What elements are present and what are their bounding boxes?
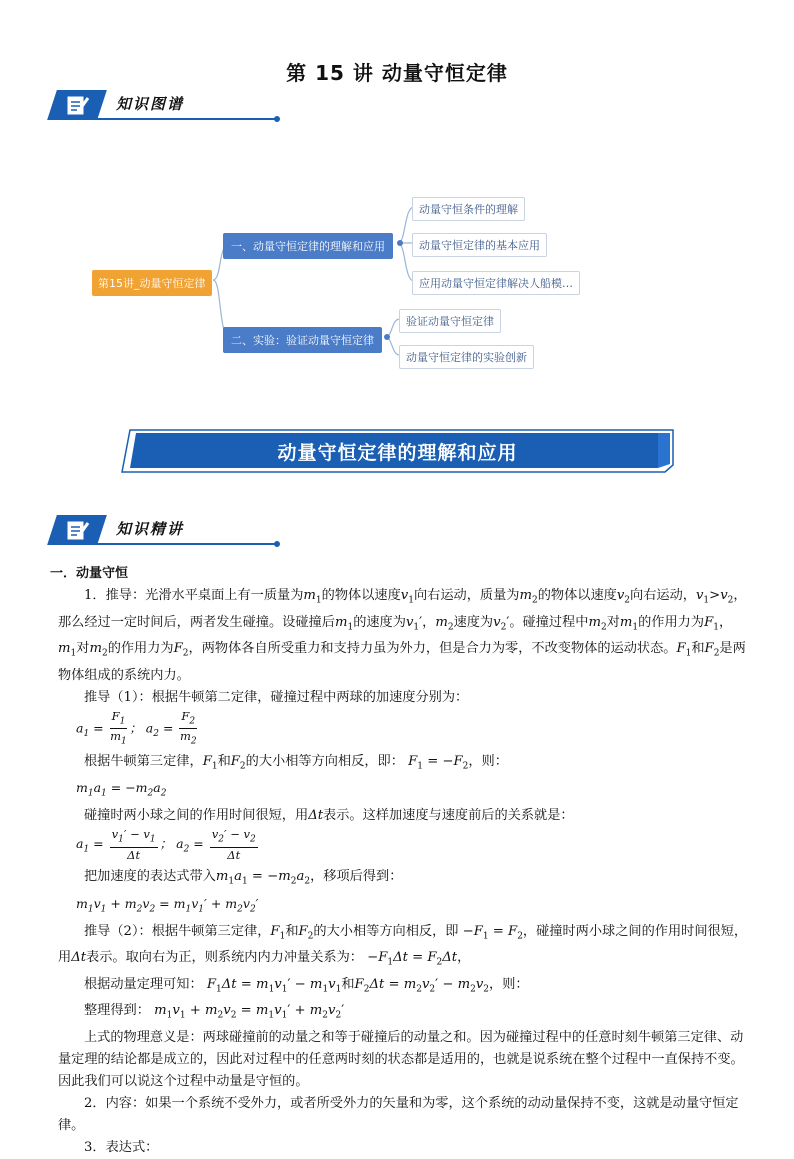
banner-title: 动量守恒定律的理解和应用	[277, 442, 518, 464]
paragraph-derivation: 1．推导：光滑水平桌面上有一质量为$m_1$的物体以速度$v_1$向右运动，质量为$m_2$的物体以速度$v_2$向右运动，$v_1>v_2$，那么经过一定时间后，两者发生碰撞。设碰撞后$m_1$的速度为$v_1'$，$m_2$速度为$v_2'$。碰撞过程中$m_2$对$m_1$的作用力为$F_1$，$m_1$对$m_2$的作用力为$F_2$，两物体各自所受重力和支持力虽为外力，但是合力为零，不改变物体的运动状态。$F_1$和$F_2$是两物体组成的系统内力。	[58, 588, 747, 683]
topic-banner	[120, 428, 675, 473]
paragraph-expression: 3．表达式：	[84, 1140, 159, 1156]
section-header-knowledge-lecture	[52, 515, 237, 549]
body-content	[50, 563, 750, 1159]
derivation-2-impulse: 根据动量定理可知： $F_1\Delta t = m_1v_1' - m_1v_1$和$F_2\Delta t = m_2v_2' - m_2v_2$，则：	[84, 976, 529, 995]
section-header-knowledge-map	[52, 90, 237, 124]
paragraph-content: 2．内容：如果一个系统不受外力，或者所受外力的矢量和为零，这个系统的动动量保持不变，这就是动量守恒定律。	[58, 1096, 739, 1134]
derivation-2-result: 整理得到： $m_1v_1 + m_2v_2 = m_1v_1' + m_2v_2'$	[84, 1003, 345, 1022]
derivation-1-intro: 推导（1）：根据牛顿第二定律，碰撞过程中两球的加速度分别为：	[84, 689, 469, 705]
section-label: 知识精讲	[116, 520, 185, 538]
mindmap-root-node: 第15讲_动量守恒定律	[92, 270, 212, 296]
formula-acceleration-velocity: $a_1$ = $\frac{v_1' - v_1}{\Delta t}$ ； $a_2$ = $\frac{v_2' - v_2}{\Delta t}$	[76, 827, 256, 862]
formula-ma: $m_1a_1 = -m_2a_2$	[76, 780, 167, 799]
mindmap-leaf: 动量守恒条件的理解	[412, 197, 525, 221]
notepad-pencil-icon	[66, 94, 90, 116]
derivation-1-time: 碰撞时两小球之间的作用时间很短，用Δt表示。这样加速度与速度前后的关系就是：	[84, 807, 574, 823]
page-title: 第 15 讲 动量守恒定律	[286, 61, 508, 85]
paragraph-physical-meaning: 上式的物理意义是：两球碰撞前的动量之和等于碰撞后的动量之和。因为碰撞过程中的任意时刻牛顿第三定律、动量定理的结论都是成立的，因此对过程中的任意两时刻的状态都是适用的，也就是说系统在整个过程中一直保持不变。因此我们可以说这个过程中动量是守恒的。	[58, 1030, 744, 1090]
mindmap-branch-2: 二、实验：验证动量守恒定律	[223, 327, 382, 353]
derivation-1-third-law: 根据牛顿第三定律，$F_1$和$F_2$的大小相等方向相反，即： $F_1 = -F_2$，则：	[84, 753, 508, 772]
formula-momentum-result: $m_1v_1 + m_2v_2 = m_1v_1' + m_2v_2'$	[76, 896, 259, 915]
mindmap-leaf: 验证动量守恒定律	[399, 309, 501, 333]
mindmap-leaf: 动量守恒定律的基本应用	[412, 233, 547, 257]
derivation-2: 推导（2）：根据牛顿第三定律，$F_1$和$F_2$的大小相等方向相反，即 $-F_1 = F_2$，碰撞时两小球之间的作用时间很短，用Δt表示。取向右为正，则系统内内力冲量关系为： $-F_1\Delta t = F_2\Delta t$，	[58, 923, 748, 968]
section-label: 知识图谱	[116, 95, 185, 113]
section-underline	[92, 543, 277, 545]
mindmap-leaf: 应用动量守恒定律解决人船模…	[412, 271, 580, 295]
formula-accelerations: $a_1$ = $\frac{F_1}{m_1}$ ； $a_2$ = $\frac{F_2}{m_2}$	[76, 708, 197, 747]
mindmap-leaf: 动量守恒定律的实验创新	[399, 345, 534, 369]
mindmap-branch-1: 一、动量守恒定律的理解和应用	[223, 233, 393, 259]
section-underline	[92, 118, 277, 120]
heading-momentum-conservation: 一．动量守恒	[50, 566, 129, 581]
derivation-1-substitute: 把加速度的表达式带入$m_1a_1 = -m_2a_2$，移项后得到：	[84, 869, 403, 887]
notepad-pencil-icon	[66, 519, 90, 541]
